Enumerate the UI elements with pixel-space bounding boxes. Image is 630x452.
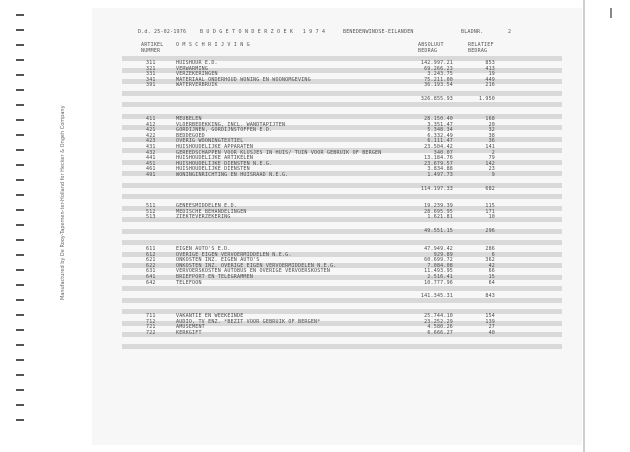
article-description: HUISHUUR E.D. [176,60,218,66]
absolute-amount: 11.493.95 [424,268,453,275]
absolute-amount: 47.949.42 [424,246,453,252]
relative-amount: 362 [485,257,495,264]
article-code: 331 [146,71,156,78]
section-total-relative: 296 [485,227,495,234]
column-description: O M S C H R I J V I N G [176,42,250,48]
feed-hole [16,314,24,316]
article-code: 612 [146,251,156,258]
article-code: 321 [146,65,156,72]
article-description: HUISHOUDELIJKE DIENSTEN [176,166,250,173]
article-description: BRIEFPORT EN TELEGRAMMEN [176,274,254,280]
article-description: WONINGINRICHTING EN HUISRAAD N.E.G. [176,172,289,178]
absolute-amount: 6.666.27 [427,329,453,336]
relative-amount: 6 [491,251,495,258]
feed-hole [16,89,24,91]
article-description: ONKOSTEN INZ. EIGEN AUTO'S [176,257,260,264]
section-total-absolute: 114.197.33 [420,185,453,192]
absolute-amount: 3.351.47 [427,121,453,128]
feed-hole [16,119,24,121]
feed-hole [16,179,24,181]
relative-amount: 32 [488,127,495,134]
absolute-amount: 6.111.47 [427,138,453,145]
article-code: 311 [146,60,156,66]
article-code: 611 [146,246,156,252]
stripe [122,102,562,107]
absolute-amount: 23.679.57 [424,160,453,167]
relative-amount: 141 [485,144,495,150]
article-description: VLOERBEDEKKING, INCL. WANDTAPIJTEN [176,121,286,128]
relative-amount: 2 [491,149,495,156]
article-code: 341 [146,76,156,83]
feed-hole [16,149,24,151]
stripe [122,240,562,245]
stripe [122,194,562,199]
relative-amount: 66 [488,268,495,275]
article-code: 513 [146,214,156,221]
absolute-amount: 36.193.54 [424,82,453,89]
column-number: NUMMER [141,48,161,54]
article-code: 421 [146,127,156,134]
relative-amount: 79 [488,155,495,162]
feed-hole [16,359,24,361]
absolute-amount: 25.744.10 [424,313,453,319]
absolute-amount: 10.777.96 [424,279,453,286]
relative-amount: 449 [485,76,495,83]
absolute-amount: 19.239.39 [424,203,453,209]
relative-amount: 40 [488,329,495,336]
feed-hole [16,404,24,406]
section-total-relative: 843 [485,293,495,300]
stripe [122,183,562,188]
absolute-amount: 60.699.72 [424,257,453,264]
article-description: OVERIGE EIGEN VERVOERMIDDELEN N.E.G. [176,251,292,258]
print-date: D.d. 25-02-1976 [138,29,187,35]
article-code: 491 [146,172,156,178]
relative-amount: 171 [485,208,495,215]
feed-hole [16,299,24,301]
relative-amount: 413 [485,65,495,72]
article-description: AUDIO, TV ENZ. *BEZIT VOOR GEBRUIK OF BERGEN* [176,318,321,325]
article-code: 642 [146,279,156,286]
article-description: VERWARMING [176,65,209,72]
article-description: TELEFOON [176,279,202,286]
stripe [122,298,562,303]
stripe [122,229,562,234]
relative-amount: 15 [488,274,495,280]
relative-amount: 10 [488,214,495,221]
absolute-amount: 1.621.81 [427,214,453,221]
feed-hole [16,374,24,376]
feed-hole [16,134,24,136]
stripe [122,286,562,291]
feed-hole [16,59,24,61]
region-name: BENEDENWINDSE-EILANDEN [343,29,414,35]
feed-hole [16,209,24,211]
feed-hole [16,269,24,271]
article-description: HUISHOUDELIJKE ARTIKELEN [176,155,254,162]
absolute-amount: 75.211.00 [424,76,453,83]
relative-amount: 216 [485,82,495,89]
relative-amount: 27 [488,324,495,331]
absolute-amount: 13.184.76 [424,155,453,162]
column-amount: BEDRAG [418,48,438,54]
article-code: 412 [146,121,156,128]
relative-amount: 139 [485,318,495,325]
article-description: HUISHOUDELIJKE APPARATEN [176,144,254,150]
article-code: 712 [146,318,156,325]
relative-amount: 36 [488,138,495,145]
article-description: GEREEDSCHAPPEN VOOR KLUSJES IN HUIS/ TUIN VOOR GEBRUIK OF BERGEN [176,149,382,156]
section-total-relative: 682 [485,185,495,192]
article-description: GENEESMIDDELEN E.D. [176,203,237,209]
absolute-amount: 6.332.49 [427,132,453,139]
article-code: 512 [146,208,156,215]
side-imprint: Manufactured by De Rooy-Tapemen-ter-Holland for Hecker & Ongeh Company [60,105,66,300]
relative-amount: 20 [488,121,495,128]
absolute-amount: 28.150.40 [424,116,453,122]
article-code: 432 [146,149,156,156]
article-description: EIGEN AUTO'S E.D. [176,246,231,252]
article-description: VERVOERSKOSTEN AUTOBUS EN OVERIGE VERVOERSKOSTEN [176,268,331,275]
relative-amount: 9 [491,172,495,178]
article-code: 721 [146,324,156,331]
article-code: 461 [146,166,156,173]
absolute-amount: 69.266.23 [424,65,453,72]
absolute-amount: 142.997.21 [420,60,453,66]
article-code: 711 [146,313,156,319]
feed-hole [16,224,24,226]
article-description: AMUSEMENT [176,324,205,331]
article-description: WATERVERBRUIK [176,82,218,89]
page-label: BLADNR. [461,29,484,35]
stripe [122,344,562,349]
article-code: 451 [146,160,156,167]
report-title: B U D G E T O N D E R Z O E K 1 9 7 4 [200,29,326,35]
relative-amount: 42 [488,262,495,269]
article-code: 423 [146,138,156,145]
article-description: BEDDEGOED [176,132,205,139]
absolute-amount: 3.834.88 [427,166,453,173]
feed-hole [16,44,24,46]
feed-hole [16,14,24,16]
absolute-amount: 340.07 [433,149,453,156]
section-total-absolute: 326.855.93 [420,96,453,102]
absolute-amount: 929.89 [433,251,453,258]
feed-hole [16,104,24,106]
absolute-amount: 23.252.29 [424,318,453,325]
section-total-absolute: 49.551.15 [424,227,453,234]
feed-hole [16,239,24,241]
article-description: GORDIJNEN, GORDIJNSTOFFEN E.D. [176,127,273,134]
article-code: 441 [146,155,156,162]
feed-hole [16,254,24,256]
column-amount-relative: BEDRAG [468,48,488,54]
relative-amount: 19 [488,71,495,78]
article-code: 422 [146,132,156,139]
column-article: ARTIKEL [141,42,164,48]
absolute-amount: 5.348.34 [427,127,453,134]
article-description: MATERIAAL ONDERHOUD WONING EN WOONOMGEVING [176,76,311,83]
column-relative: RELATIEF [468,42,494,48]
article-description: VAKANTIE EN WEEKEINDE [176,313,244,319]
article-code: 622 [146,262,156,269]
relative-amount: 853 [485,60,495,66]
article-code: 431 [146,144,156,150]
article-description: HUISHOUDELIJKE DIENSTEN N.E.G. [176,160,273,167]
feed-hole [16,194,24,196]
relative-amount: 115 [485,203,495,209]
feed-hole [16,164,24,166]
article-description: OVERIG WOONINGTEXTIEL [176,138,244,145]
article-description: MEUBELEN [176,116,202,122]
feed-hole [16,389,24,391]
stripe [122,91,562,96]
article-code: 621 [146,257,156,264]
absolute-amount: 2.516.41 [427,274,453,280]
paper-sheet [92,8,582,445]
relative-amount: 168 [485,116,495,122]
feed-hole [16,29,24,31]
corner-mark [600,8,612,18]
article-description: ONKOSTEN INZ. OVERIGE EIGEN VERVOERMIDDELEN N.E.G. [176,262,337,269]
paper-edge [583,0,585,452]
relative-amount: 286 [485,246,495,252]
absolute-amount: 7.084.08 [427,262,453,269]
article-code: 511 [146,203,156,209]
section-total-relative: 1.950 [478,96,495,102]
article-code: 641 [146,274,156,280]
article-code: 722 [146,329,156,336]
section-total-absolute: 141.345.31 [420,293,453,300]
absolute-amount: 1.497.73 [427,172,453,178]
relative-amount: 23 [488,166,495,173]
absolute-amount: 23.504.42 [424,144,453,150]
article-description: MEDISCHE BEHANDELINGEN [176,208,247,215]
tractor-feed-holes [16,14,26,434]
relative-amount: 64 [488,279,495,286]
feed-hole [16,344,24,346]
article-code: 631 [146,268,156,275]
feed-hole [16,284,24,286]
feed-hole [16,329,24,331]
page-number: 2 [508,29,512,35]
article-description: VERZEKERINGEN [176,71,218,78]
relative-amount: 38 [488,132,495,139]
absolute-amount: 4.580.26 [427,324,453,331]
relative-amount: 142 [485,160,495,167]
absolute-amount: 28.695.95 [424,208,453,215]
article-code: 391 [146,82,156,89]
column-absolute: ABSOLUUT [418,42,444,48]
article-description: KERKGIFT [176,329,202,336]
article-description: ZIEKTEVERZEKERING [176,214,231,221]
absolute-amount: 3.243.75 [427,71,453,78]
feed-hole [16,419,24,421]
feed-hole [16,74,24,76]
relative-amount: 154 [485,313,495,319]
article-code: 411 [146,116,156,122]
